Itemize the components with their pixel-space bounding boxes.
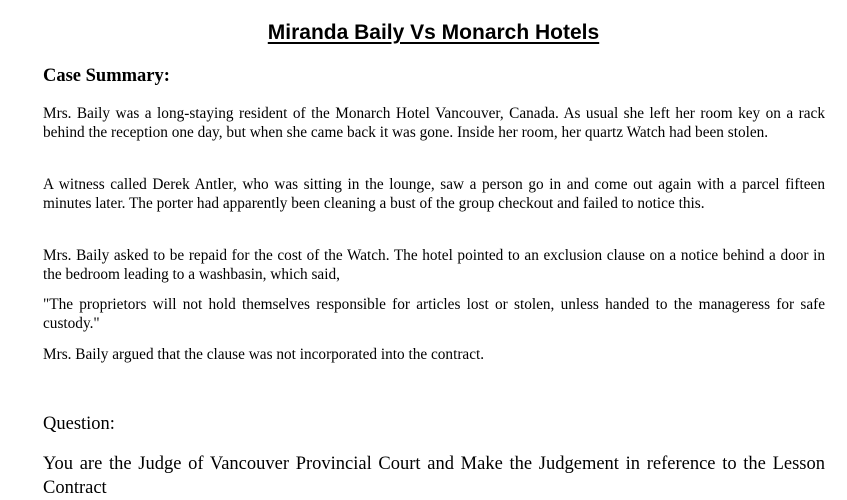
case-paragraph: A witness called Derek Antler, who was sitting in the lounge, saw a person go in and come out again with a parcel fifteen minutes later. The porter had apparently been cleaning a bust of the group checkout and failed to notice this. [43,176,825,212]
document-title: Miranda Baily Vs Monarch Hotels [267,21,600,44]
clause-quote: "The proprietors will not hold themselves responsible for articles lost or stolen, unless handed to the manageress for safe custody." [43,296,825,332]
question-label: Question: [43,414,115,434]
case-paragraph: Mrs. Baily asked to be repaid for the cost of the Watch. The hotel pointed to an exclusion clause on a notice behind a door in the bedroom leading to a washbasin, which said, [43,247,825,283]
case-summary-heading: Case Summary: [43,66,170,86]
case-paragraph: Mrs. Baily argued that the clause was not incorporated into the contract. [43,346,485,363]
case-paragraph: Mrs. Baily was a long-staying resident of the Monarch Hotel Vancouver, Canada. As usual she left her room key on a rack behind the reception one day, but when she came back it was gone. Inside her room, her quartz Watch had been stolen. [43,105,825,141]
question-text: You are the Judge of Vancouver Provincial Court and Make the Judgement in reference to the Lesson Contract [43,454,825,498]
